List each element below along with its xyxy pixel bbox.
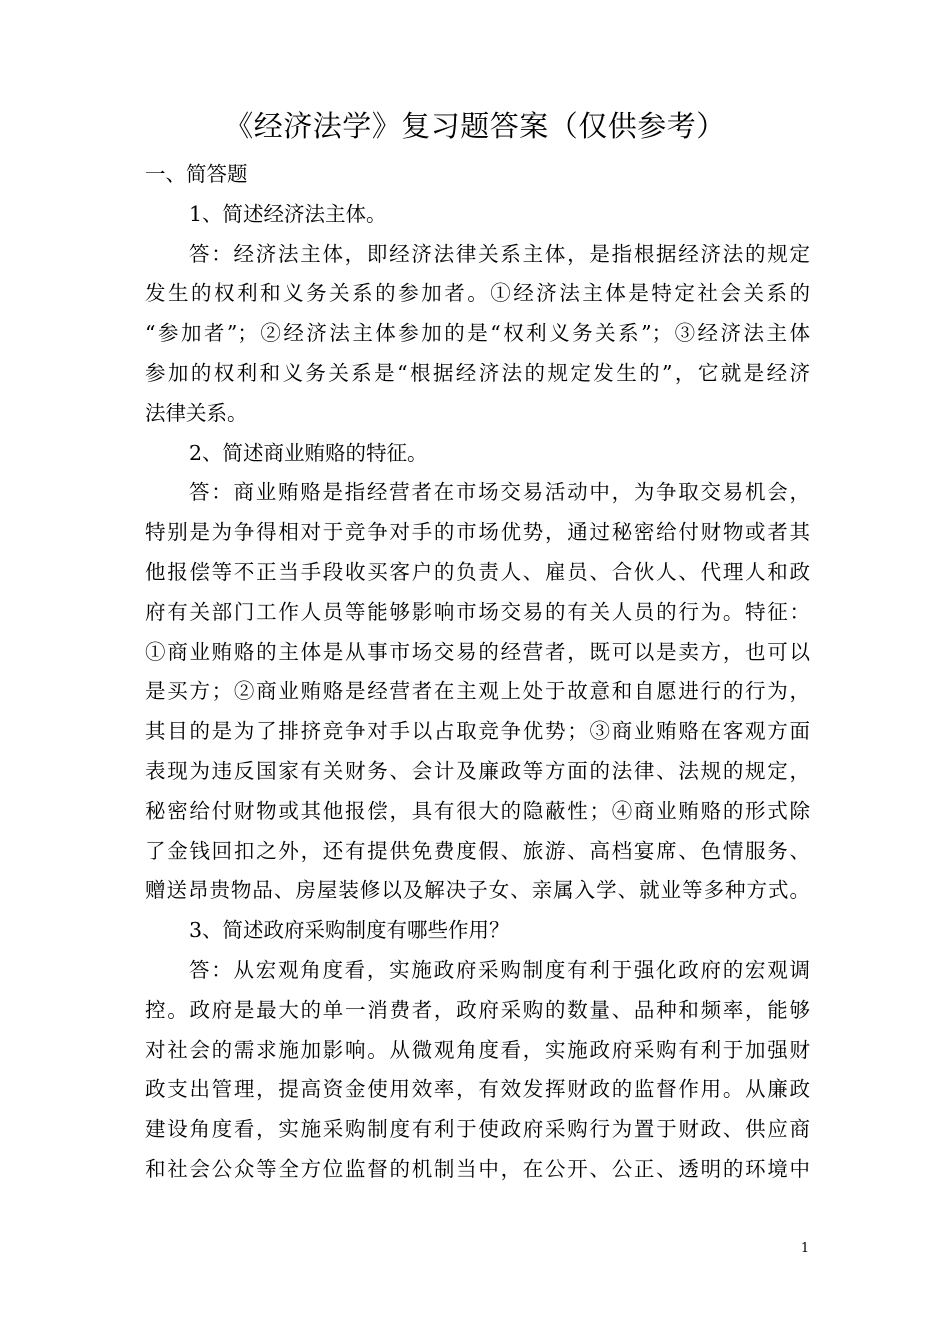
- answer-1-line: 答：经济法主体，即经济法律关系主体，是指根据经济法的规定: [189, 241, 810, 266]
- answer-3-line: 建设角度看，实施采购制度有利于使政府采购行为置于财政、供应商: [145, 1117, 810, 1142]
- answer-1-line: 发生的权利和义务关系的参加者。①经济法主体是特定社会关系的: [145, 281, 810, 306]
- question-3: 3、简述政府采购制度有哪些作用？: [189, 918, 510, 943]
- answer-2-line: ①商业贿赂的主体是从事市场交易的经营者，既可以是卖方，也可以: [145, 639, 810, 664]
- answer-1-line: “参加者”；②经济法主体参加的是“权利义务关系”；③经济法主体: [145, 321, 810, 346]
- answer-3-line: 政支出管理，提高资金使用效率，有效发挥财政的监督作用。从廉政: [145, 1077, 810, 1102]
- answer-2-line: 府有关部门工作人员等能够影响市场交易的有关人员的行为。特征：: [145, 599, 810, 624]
- question-1: 1、简述经济法主体。: [189, 201, 387, 226]
- answer-2-line: 表现为违反国家有关财务、会计及廉政等方面的法律、法规的规定，: [145, 758, 810, 783]
- answer-2-line: 答：商业贿赂是指经营者在市场交易活动中，为争取交易机会，: [189, 480, 810, 505]
- answer-2-line: 其目的是为了排挤竞争对手以占取竞争优势；③商业贿赂在客观方面: [145, 719, 810, 744]
- question-2: 2、简述商业贿赂的特征。: [189, 440, 428, 465]
- answer-2-line: 赠送昂贵物品、房屋装修以及解决子女、亲属入学、就业等多种方式。: [145, 878, 810, 903]
- document-title: 《经济法学》复习题答案（仅供参考）: [224, 109, 726, 143]
- answer-2-line: 他报偿等不正当手段收买客户的负责人、雇员、合伙人、代理人和政: [145, 559, 810, 584]
- answer-2-line: 特别是为争得相对于竞争对手的市场优势，通过秘密给付财物或者其: [145, 520, 810, 545]
- answer-3-line: 控。政府是最大的单一消费者，政府采购的数量、品种和频率，能够: [145, 997, 810, 1022]
- document-body: [145, 155, 810, 1190]
- answer-2-line: 是买方；②商业贿赂是经营者在主观上处于故意和自愿进行的行为，: [145, 679, 810, 704]
- answer-3-line: 对社会的需求施加影响。从微观角度看，实施政府采购有利于加强财: [145, 1037, 810, 1062]
- section-heading: 一、简答题: [145, 162, 248, 186]
- answer-1-line: 参加的权利和义务关系是“根据经济法的规定发生的”，它就是经济: [145, 360, 810, 385]
- answer-2-line: 秘密给付财物或其他报偿，具有很大的隐蔽性；④商业贿赂的形式除: [145, 798, 810, 823]
- answer-3-line: 答：从宏观角度看，实施政府采购制度有利于强化政府的宏观调: [189, 957, 810, 982]
- answer-3-line: 和社会公众等全方位监督的机制当中，在公开、公正、透明的环境中: [145, 1156, 810, 1181]
- answer-2-line: 了金钱回扣之外，还有提供免费度假、旅游、高档宴席、色情服务、: [145, 838, 810, 863]
- answer-1-line: 法律关系。: [145, 400, 248, 425]
- page-number: 1: [800, 1241, 810, 1256]
